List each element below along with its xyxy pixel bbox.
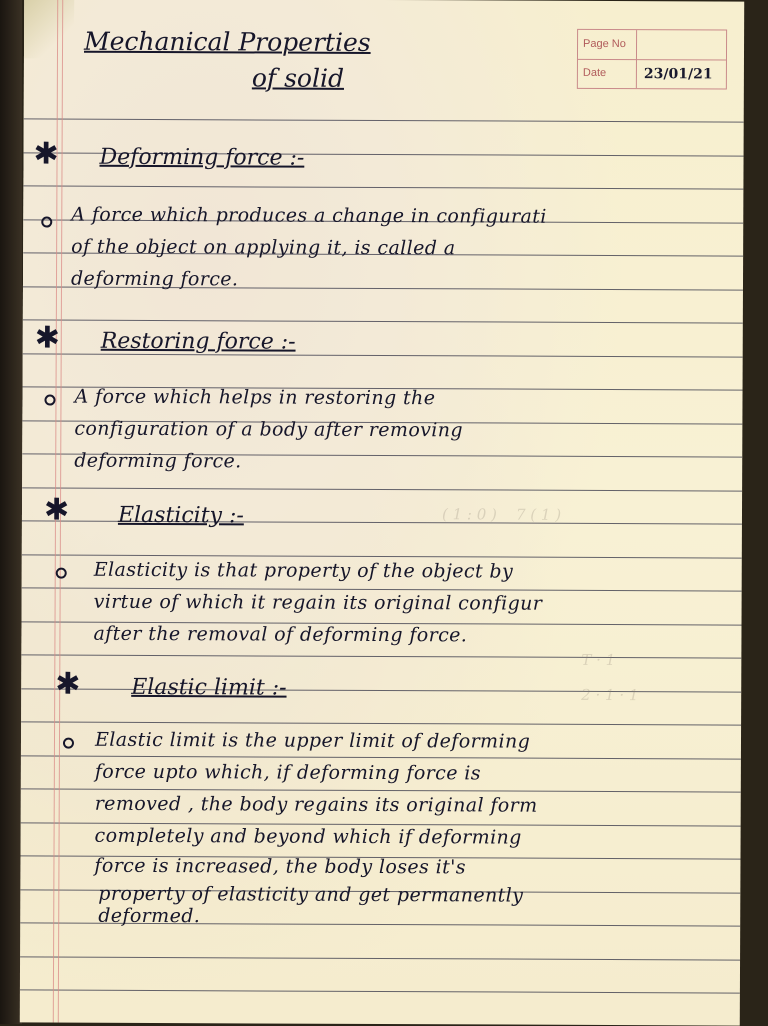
restoring-force-line-1: A force which helps in restoring the	[74, 385, 436, 410]
section-star-icon: ✱	[33, 136, 59, 172]
elastic-limit-line-3: removed , the body regains its original form	[94, 792, 538, 817]
page-number-row	[578, 30, 726, 61]
deforming-force-line-1: A force which produces a change in configurati	[71, 203, 547, 228]
deforming-force-line-2: of the object on applying it, is called a	[71, 235, 456, 260]
ruled-line	[24, 118, 744, 122]
bleed-through-mark: T · 1	[581, 650, 616, 670]
ruled-line	[20, 956, 740, 960]
deforming-force-line-3: deforming force.	[70, 267, 239, 291]
elastic-limit-line-5: force is increased, the body loses it's	[94, 854, 466, 879]
ruled-line	[20, 989, 740, 993]
ruled-line	[22, 487, 742, 491]
restoring-force-line-2: configuration of a body after removing	[74, 417, 464, 442]
bleed-through-mark: ( 1 : 0 ) 7 ( 1 )	[441, 505, 562, 524]
restoring-force-line-3: deforming force.	[74, 449, 242, 473]
page-title-line1: Mechanical Properties	[83, 26, 371, 57]
ruled-lines	[24, 0, 744, 2]
elasticity-line-3: after the removal of deforming force.	[93, 622, 468, 647]
bleed-through-mark: 2 · 1 · 1	[581, 685, 639, 705]
ruled-line	[23, 185, 743, 189]
section-heading-restoring-force: Restoring force :-	[100, 328, 296, 355]
bullet-icon	[44, 395, 55, 406]
elastic-limit-line-2: force upto which, if deforming force is	[94, 760, 481, 785]
ruled-line	[21, 755, 741, 759]
section-heading-elasticity: Elasticity :-	[117, 502, 244, 529]
page-date-box	[577, 29, 727, 90]
elasticity-line-1: Elasticity is that property of the object by	[93, 558, 514, 583]
section-star-icon: ✱	[43, 492, 70, 528]
bullet-icon	[41, 217, 52, 228]
section-heading-elastic-limit: Elastic limit :-	[131, 674, 287, 701]
section-heading-deforming-force: Deforming force :-	[99, 144, 305, 171]
date-label: Date	[582, 66, 607, 79]
notebook-page	[20, 0, 744, 1026]
section-star-icon: ✱	[55, 666, 81, 702]
date-row	[578, 59, 726, 89]
ruled-line	[23, 319, 743, 323]
elastic-limit-line-4: completely and beyond which if deforming	[94, 824, 522, 849]
bullet-icon	[63, 738, 74, 749]
ruled-line	[21, 721, 741, 725]
page-corner	[24, 0, 74, 59]
date-value: 23/01/21	[643, 66, 713, 83]
elastic-limit-line-6: property of elasticity and get permanently	[98, 882, 524, 907]
page-shadow	[0, 0, 22, 1024]
page-number-label: Page No	[583, 37, 626, 51]
ruled-line	[21, 654, 741, 658]
elasticity-line-2: virtue of which it regain its original configur	[93, 590, 543, 615]
elastic-limit-line-7: deformed.	[98, 904, 201, 928]
section-star-icon: ✱	[34, 320, 60, 356]
ruled-line	[23, 353, 743, 357]
elastic-limit-line-1: Elastic limit is the upper limit of deforming	[94, 728, 531, 753]
bullet-icon	[56, 568, 67, 579]
page-title-line2: of solid	[251, 63, 345, 93]
